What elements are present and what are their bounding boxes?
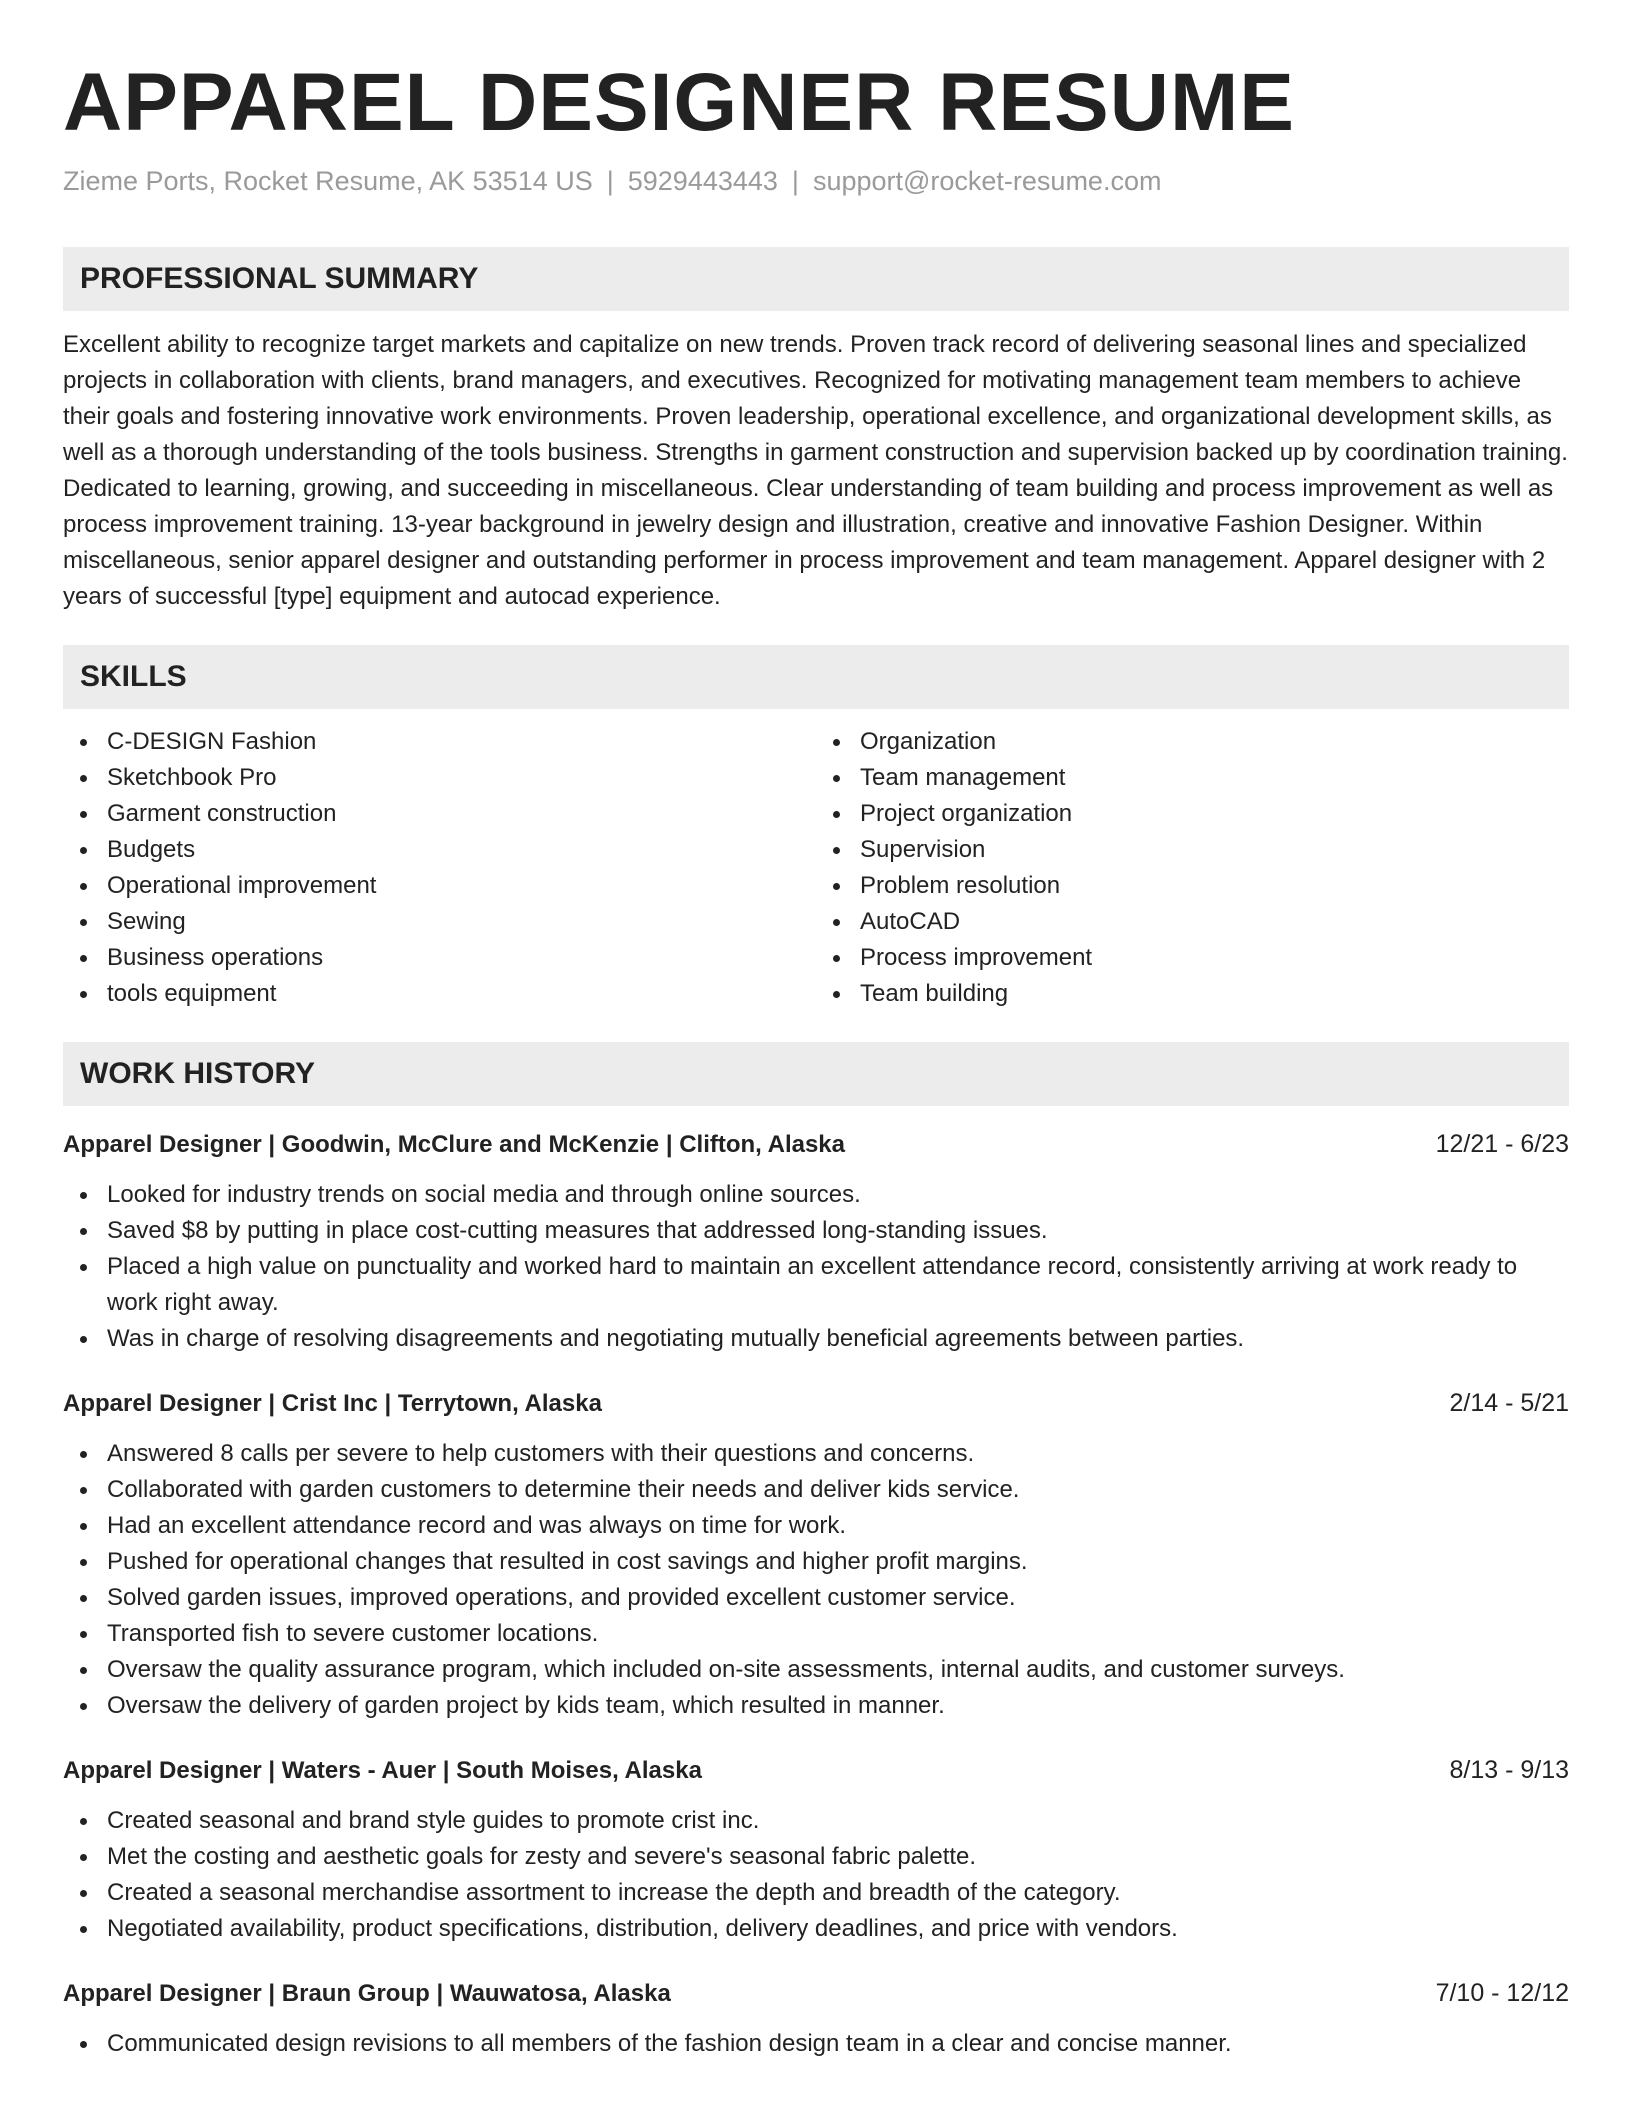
skill-item: Budgets [63, 832, 816, 868]
skills-section-header: SKILLS [63, 645, 1569, 709]
contact-phone: 5929443443 [627, 166, 778, 197]
job-bullet: Oversaw the delivery of garden project by kids team, which resulted in manner. [63, 1688, 1569, 1724]
job-bullet: Communicated design revisions to all members of the fashion design team in a clear and concise manner. [63, 2026, 1569, 2062]
skill-item: Organization [816, 724, 1569, 760]
job-dates: 7/10 - 12/12 [1435, 1979, 1569, 2008]
skill-item: Process improvement [816, 940, 1569, 976]
skill-item: Garment construction [63, 796, 816, 832]
contact-separator: | [606, 166, 614, 197]
skills-column-left [63, 724, 816, 1012]
job-entry [63, 1126, 1569, 1357]
job-bullet-list [63, 2026, 1569, 2062]
job-bullet: Oversaw the quality assurance program, which included on-site assessments, internal audits, and customer surveys. [63, 1652, 1569, 1688]
job-bullet: Transported fish to severe customer locations. [63, 1616, 1569, 1652]
job-entry [63, 1975, 1569, 2062]
contact-separator: | [791, 166, 799, 197]
summary-section-header: PROFESSIONAL SUMMARY [63, 247, 1569, 311]
job-title: Apparel Designer | Waters - Auer | South Moises, Alaska [63, 1757, 702, 1785]
work-history-section-header: WORK HISTORY [63, 1042, 1569, 1106]
job-entry [63, 1752, 1569, 1947]
job-entry [63, 1385, 1569, 1724]
job-title-row [63, 1752, 1569, 1789]
skill-item: Sewing [63, 904, 816, 940]
job-bullet: Answered 8 calls per severe to help customers with their questions and concerns. [63, 1436, 1569, 1472]
job-bullet-list [63, 1803, 1569, 1947]
job-title: Apparel Designer | Crist Inc | Terrytown, Alaska [63, 1390, 602, 1418]
contact-email: support@rocket-resume.com [812, 166, 1162, 197]
skill-item: Problem resolution [816, 868, 1569, 904]
skill-item: Team building [816, 976, 1569, 1012]
job-bullet: Had an excellent attendance record and was always on time for work. [63, 1508, 1569, 1544]
job-title-row [63, 1975, 1569, 2012]
job-dates: 2/14 - 5/21 [1449, 1389, 1569, 1418]
job-dates: 8/13 - 9/13 [1449, 1756, 1569, 1785]
job-bullet: Collaborated with garden customers to determine their needs and deliver kids service. [63, 1472, 1569, 1508]
job-dates: 12/21 - 6/23 [1435, 1130, 1569, 1159]
skill-item: Project organization [816, 796, 1569, 832]
job-bullet: Placed a high value on punctuality and worked hard to maintain an excellent attendance record, consistently arriving at work ready to work right away. [63, 1249, 1569, 1321]
skill-item: Sketchbook Pro [63, 760, 816, 796]
job-bullet-list [63, 1177, 1569, 1357]
skill-item: Operational improvement [63, 868, 816, 904]
skill-item: C-DESIGN Fashion [63, 724, 816, 760]
skill-item: Business operations [63, 940, 816, 976]
skill-item: Team management [816, 760, 1569, 796]
job-bullet: Looked for industry trends on social media and through online sources. [63, 1177, 1569, 1213]
contact-line [63, 166, 1569, 197]
skill-item: AutoCAD [816, 904, 1569, 940]
job-bullet: Negotiated availability, product specifications, distribution, delivery deadlines, and price with vendors. [63, 1911, 1569, 1947]
job-bullet: Solved garden issues, improved operations, and provided excellent customer service. [63, 1580, 1569, 1616]
skills-column-right [816, 724, 1569, 1012]
job-bullet: Created a seasonal merchandise assortment to increase the depth and breadth of the category. [63, 1875, 1569, 1911]
job-title-row [63, 1385, 1569, 1422]
job-bullet: Was in charge of resolving disagreements and negotiating mutually beneficial agreements between parties. [63, 1321, 1569, 1357]
contact-address: Zieme Ports, Rocket Resume, AK 53514 US [63, 166, 593, 197]
work-history-list [63, 1126, 1569, 2062]
job-title: Apparel Designer | Goodwin, McClure and McKenzie | Clifton, Alaska [63, 1131, 846, 1159]
skill-item: tools equipment [63, 976, 816, 1012]
job-title-row [63, 1126, 1569, 1163]
job-bullet: Saved $8 by putting in place cost-cutting measures that addressed long-standing issues. [63, 1213, 1569, 1249]
summary-text: Excellent ability to recognize target markets and capitalize on new trends. Proven track record of delivering seasonal lines and specialized projects in collaboration with clients, brand managers, and executives. Recognized for motivating management team members to achieve their goals and fostering innovative work environments. Proven leadership, operational excellence, and organizational development skills, as well as a thorough understanding of the tools business. Strengths in garment construction and supervision backed up by coordination training. Dedicated to learning, growing, and succeeding in miscellaneous. Clear understanding of team building and process improvement as well as process improvement training. 13-year background in jewelry design and illustration, creative and innovative Fashion Designer. Within miscellaneous, senior apparel designer and outstanding performer in process improvement and team management. Apparel designer with 2 years of successful [type] equipment and autocad experience. [63, 331, 1568, 611]
resume-title: APPAREL DESIGNER RESUME [63, 57, 1295, 148]
job-bullet: Created seasonal and brand style guides to promote crist inc. [63, 1803, 1569, 1839]
job-bullet: Pushed for operational changes that resulted in cost savings and higher profit margins. [63, 1544, 1569, 1580]
job-bullet: Met the costing and aesthetic goals for zesty and severe's seasonal fabric palette. [63, 1839, 1569, 1875]
job-title: Apparel Designer | Braun Group | Wauwatosa, Alaska [63, 1980, 671, 2008]
skills-grid [63, 724, 1569, 1012]
job-bullet-list [63, 1436, 1569, 1724]
skill-item: Supervision [816, 832, 1569, 868]
